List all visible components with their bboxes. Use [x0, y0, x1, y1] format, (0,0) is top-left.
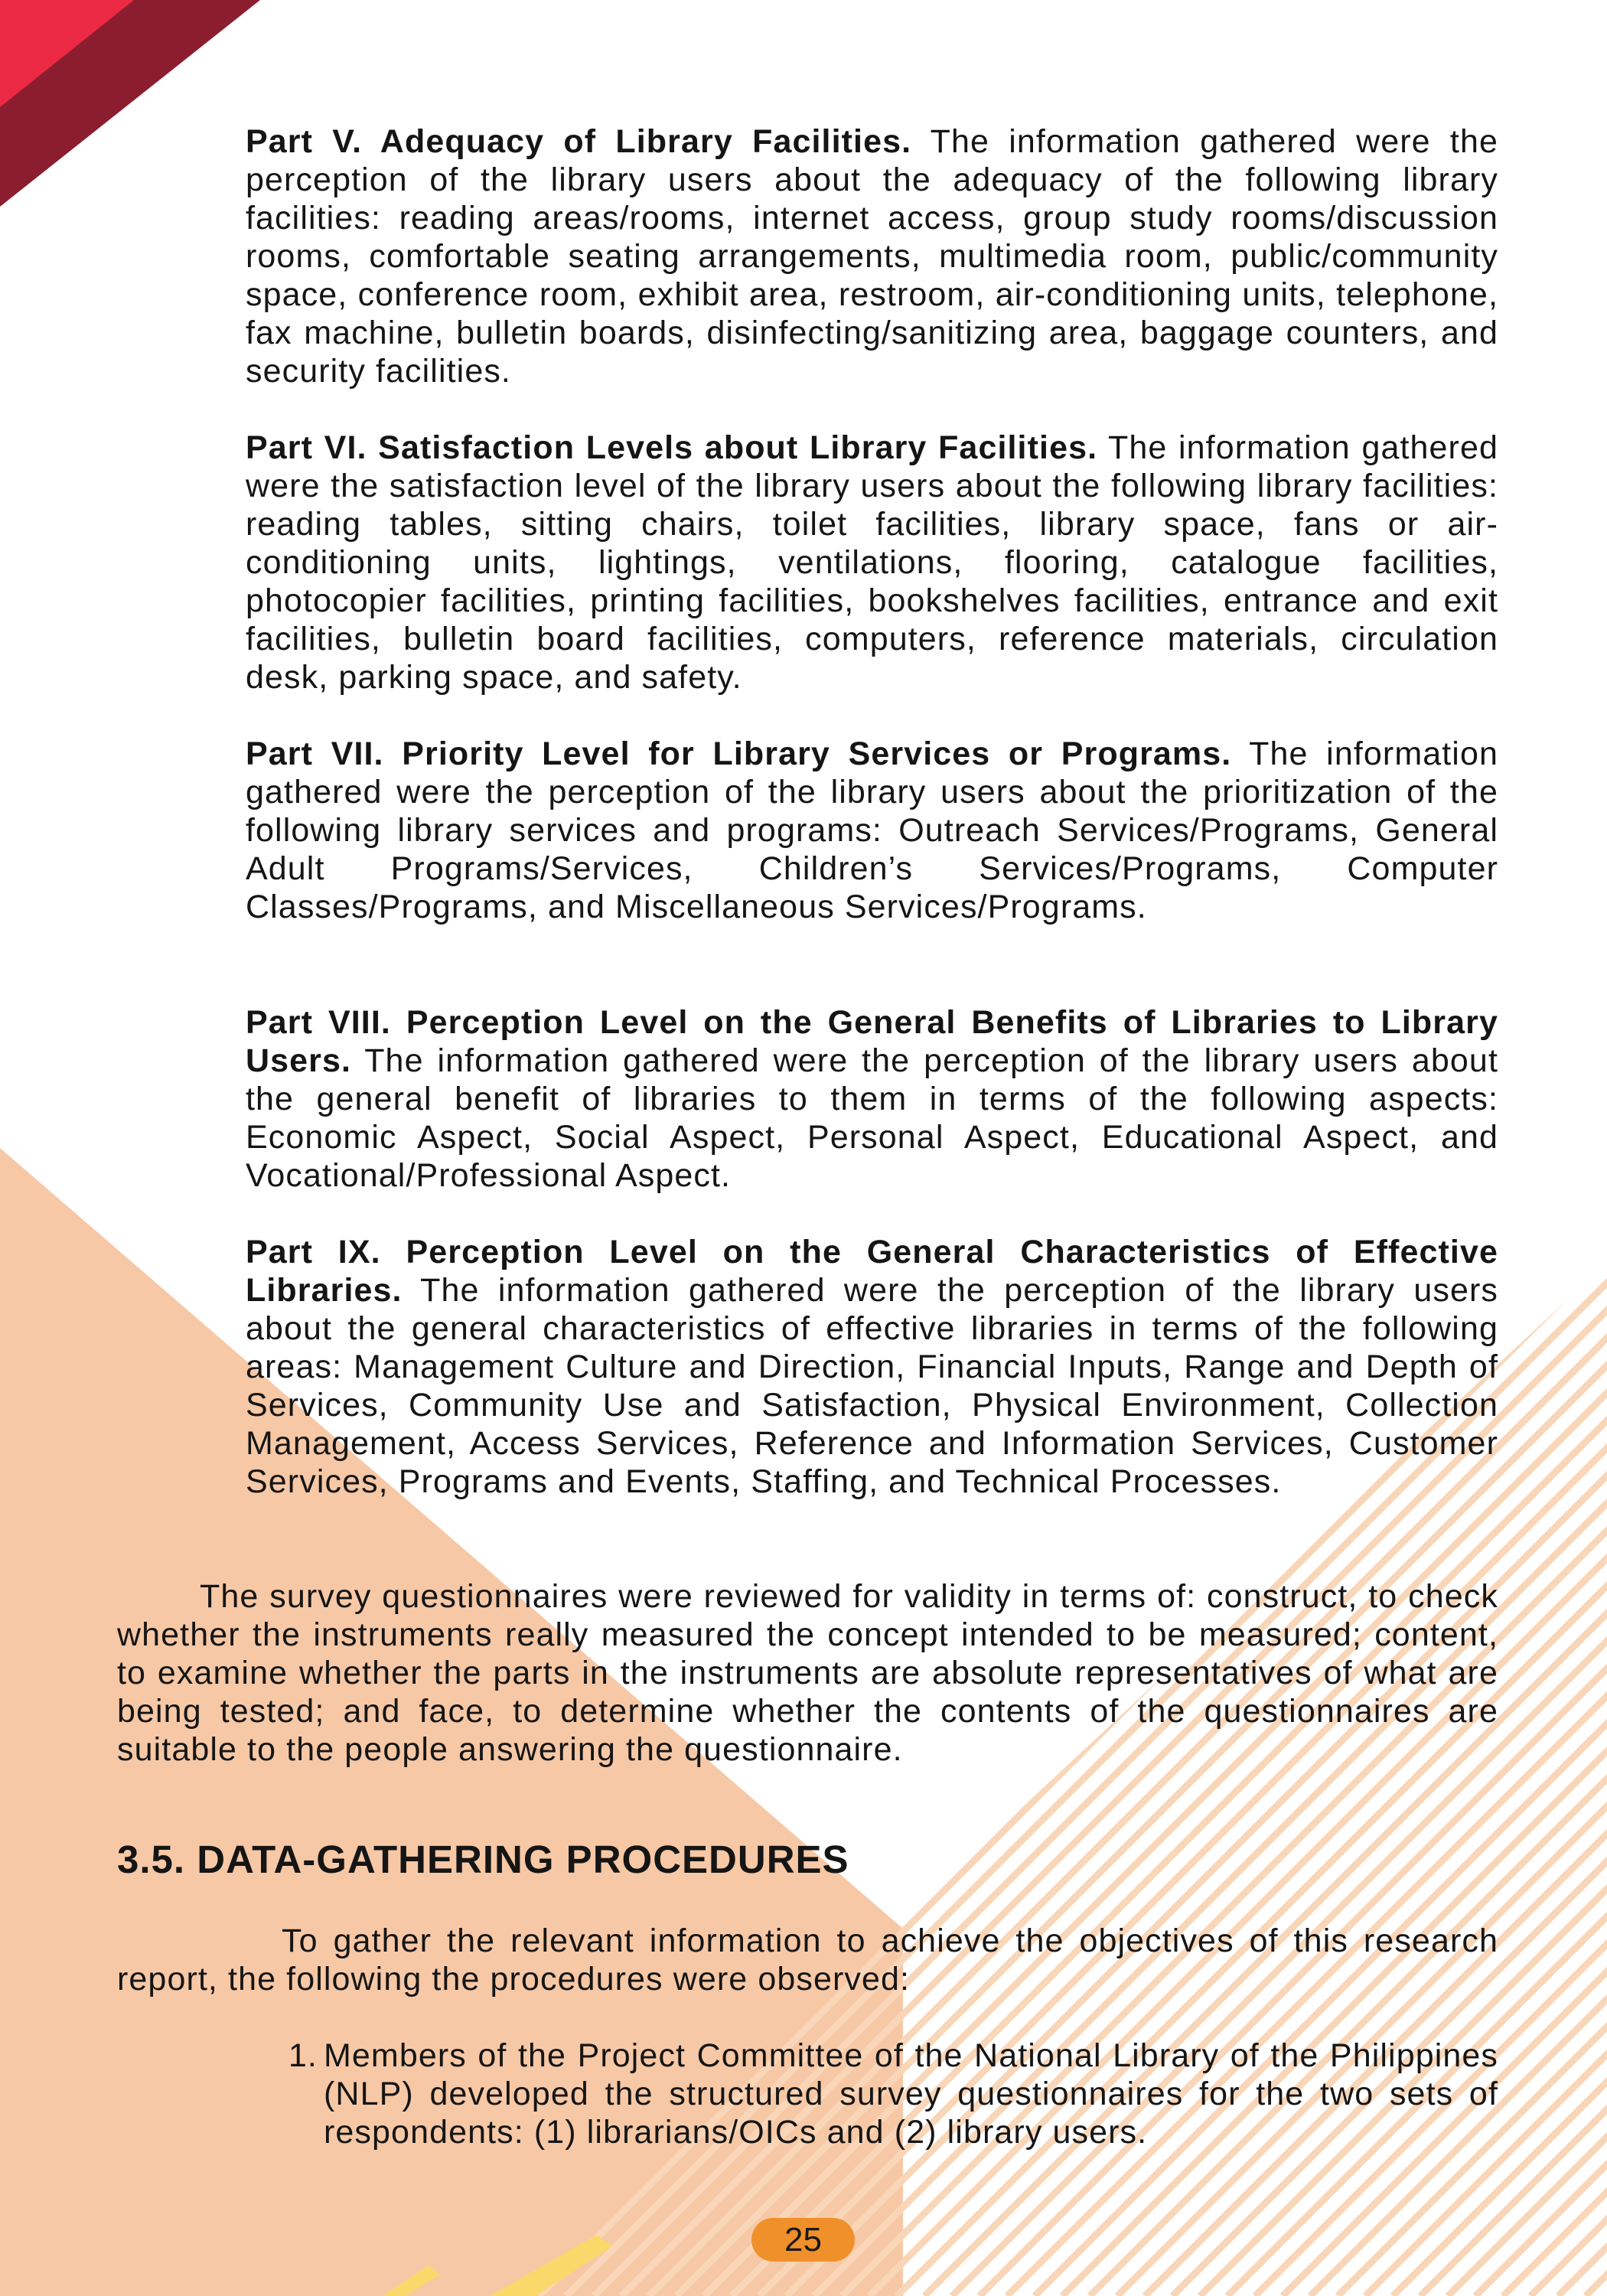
part-vii-heading: Part VII. Priority Level for Library Services or Programs. [246, 735, 1232, 772]
part-ix-body: The information gathered were the perception of the library users about the general characteristics of effective libraries in terms of the following areas: Management Culture and Direction, Financial Inputs, Range and Depth of Services, Community Use and Satisfaction, Physical Environment, Collection Management, Access Services, Reference and Information Services, Customer Services, Programs and Events, Staffing, and Technical Processes. [246, 1272, 1498, 1500]
part-viii-body: The information gathered were the perception of the library users about the general benefit of libraries to them in terms of the following aspects: Economic Aspect, Social Aspect, Personal Aspect, Educational Aspect, and Vocational/Professional Aspect. [246, 1042, 1498, 1194]
procedure-number: 1. [288, 2037, 318, 2074]
part-vi-body: The information gathered were the satisfaction level of the library users about the following library facilities: reading tables, sitting chairs, toilet facilities, library space, fans or air-conditioning units, lightings, ventilations, flooring, catalogue facilities, photocopier facilities, printing facilities, bookshelves facilities, entrance and exit facilities, bulletin board facilities, computers, reference materials, circulation desk, parking space, and safety. [246, 429, 1498, 696]
part-ix-heading: Part IX. Perception Level on the General Characteristics of Effective Libraries. [246, 1234, 1498, 1309]
gather-paragraph: To gather the relevant information to achieve the objectives of this research report, the following the procedures were observed: [117, 1923, 1498, 1998]
part-ix-paragraph [246, 1233, 1498, 1501]
review-paragraph: The survey questionnaires were reviewed for validity in terms of: construct, to check whether the instruments really measured the concept intended to be measured; content, to examine whether the parts in the instruments are absolute representatives of what are being tested; and face, to determine whether the contents of the questionnaires are suitable to the people answering the questionnaire. [117, 1578, 1498, 1768]
section-heading: 3.5. DATA-GATHERING PROCEDURES [117, 1838, 849, 1881]
part-vii-paragraph [246, 735, 1498, 926]
part-v-heading: Part V. Adequacy of Library Facilities. [246, 123, 912, 160]
part-v-paragraph [246, 122, 1498, 390]
part-vi-heading: Part VI. Satisfaction Levels about Library Facilities. [246, 429, 1098, 466]
page-number-badge: 25 [751, 2218, 855, 2262]
part-vii-body: The information gathered were the perception of the library users about the prioritization of the following library services and programs: Outreach Services/Programs, General Adult Programs/Services, Children’s Services/Programs, Computer Classes/Programs, and Miscellaneous Services/Programs. [246, 735, 1498, 925]
part-viii-heading: Part VIII. Perception Level on the General Benefits of Libraries to Library Users. [246, 1004, 1498, 1079]
procedure-list-item [288, 2037, 1498, 2151]
part-v-body: The information gathered were the perception of the library users about the adequacy of the following library facilities: reading areas/rooms, internet access, group study rooms/discussion rooms, comfortable seating arrangements, multimedia room, public/community space, conference room, exhibit area, restroom, air-conditioning units, telephone, fax machine, bulletin boards, disinfecting/sanitizing area, baggage counters, and security facilities. [246, 123, 1498, 390]
procedure-text: Members of the Project Committee of the National Library of the Philippines (NLP) developed the structured survey questionnaires for the two sets of respondents: (1) librarians/OICs and (2) library users. [324, 2037, 1498, 2151]
part-viii-paragraph [246, 1003, 1498, 1195]
part-vi-paragraph [246, 429, 1498, 696]
